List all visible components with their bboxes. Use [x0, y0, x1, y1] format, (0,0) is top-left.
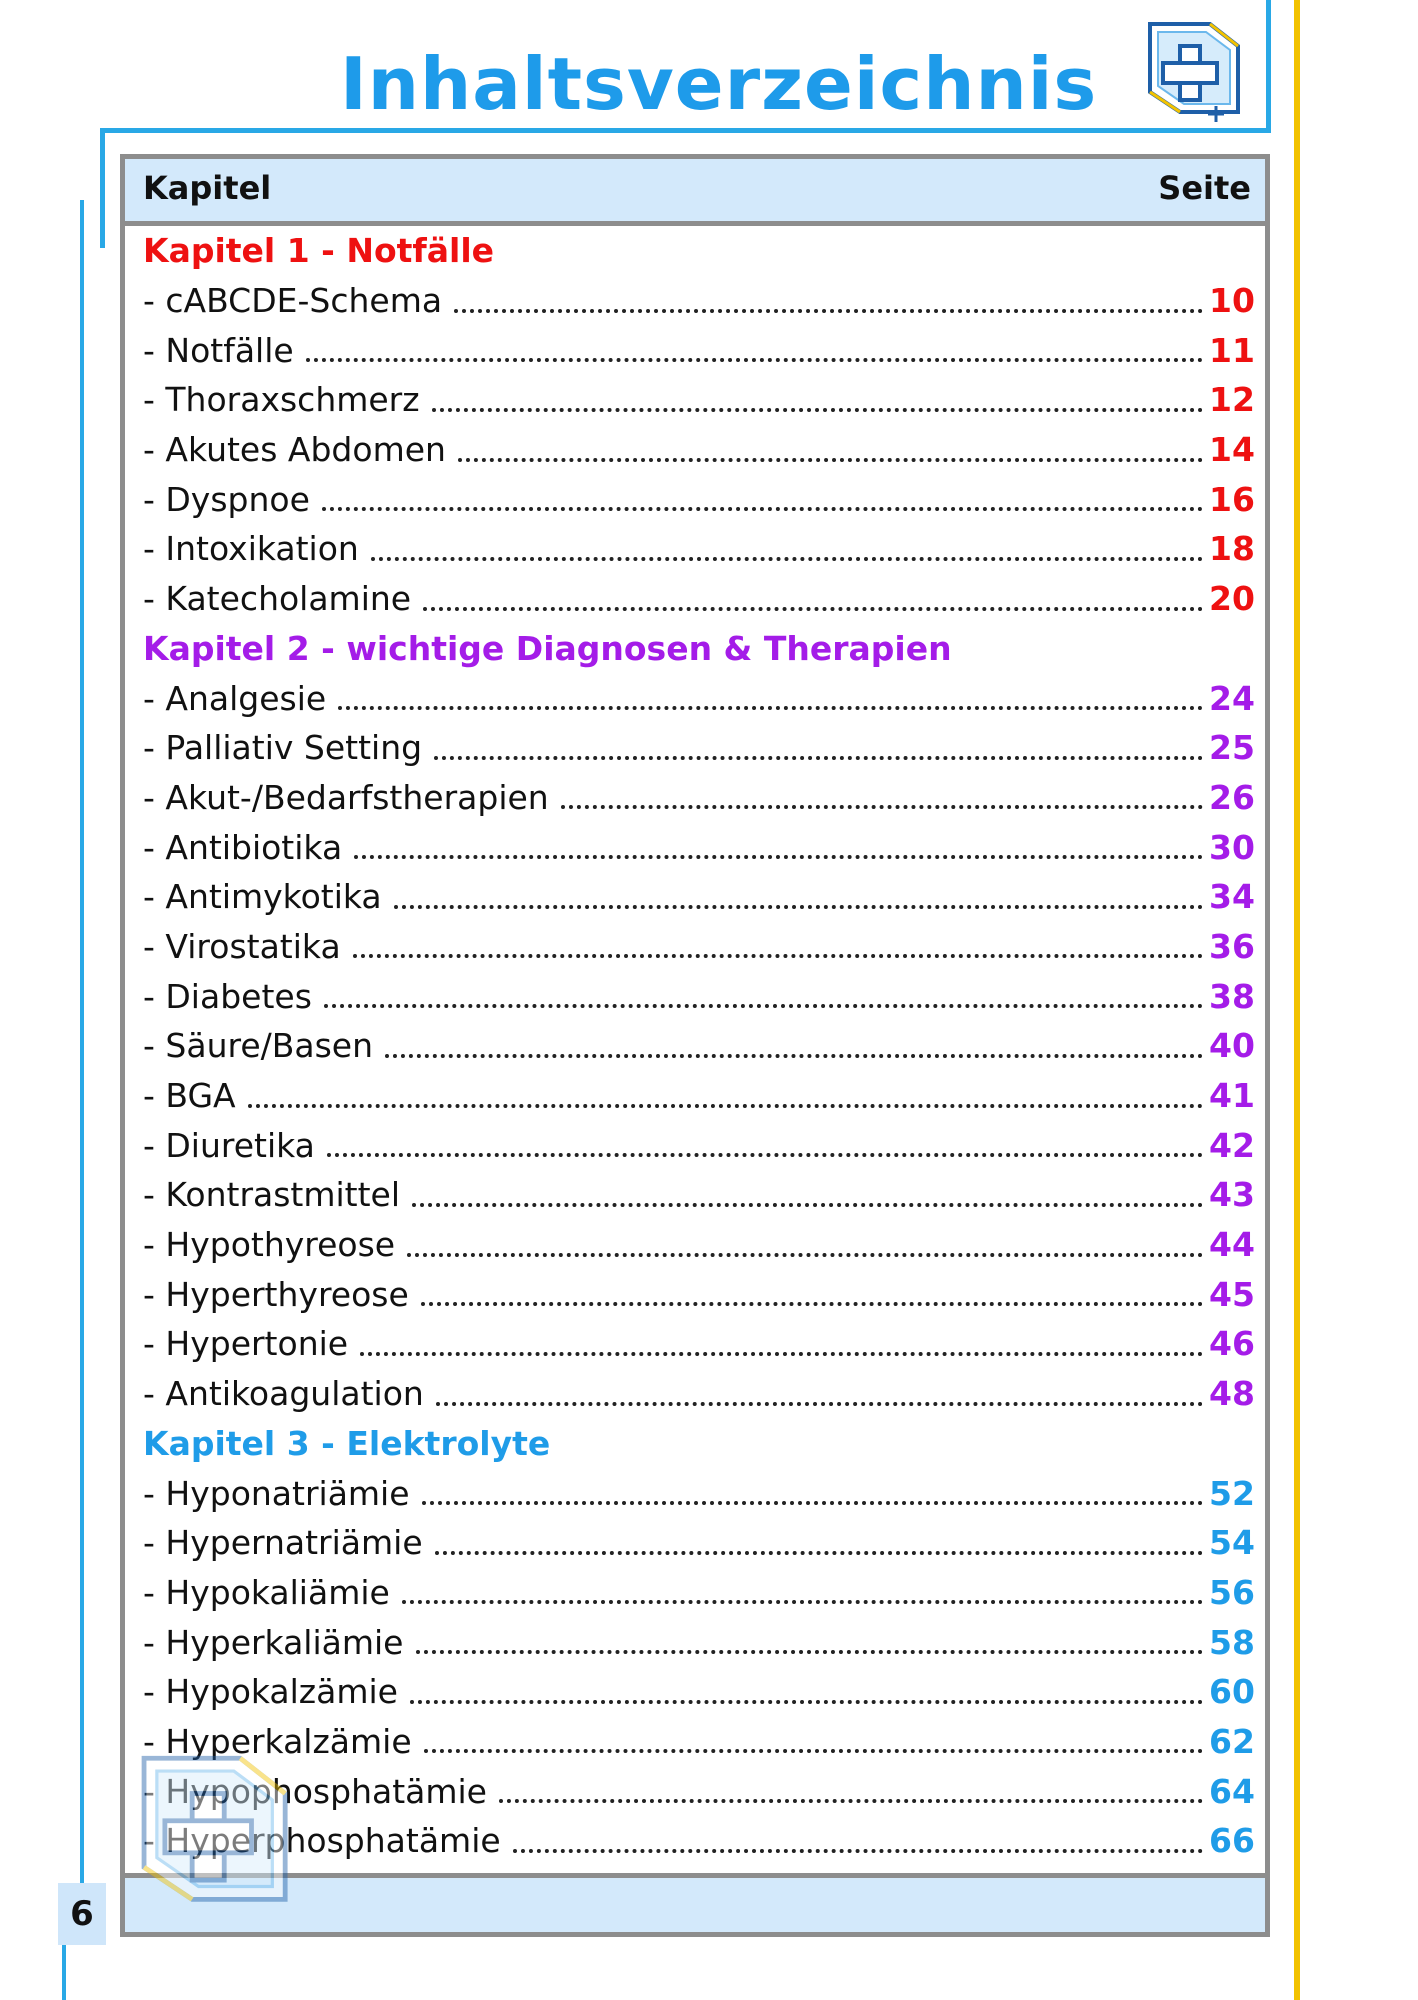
toc-entry-page: 16 [1209, 479, 1255, 519]
dot-leader [306, 358, 1203, 362]
dot-leader [454, 309, 1203, 313]
toc-entry [143, 922, 1253, 972]
dot-leader [353, 954, 1203, 958]
toc-entry-page: 41 [1209, 1076, 1255, 1116]
toc-entry [143, 574, 1253, 624]
toc-entry-label: - Notfälle [143, 330, 294, 370]
toc-header [125, 159, 1265, 226]
dot-leader [499, 1799, 1203, 1803]
toc-entry-label: - BGA [143, 1076, 236, 1116]
toc-entry-page: 52 [1209, 1473, 1255, 1513]
toc-entry [143, 673, 1253, 723]
toc-entry [143, 1319, 1253, 1369]
toc-entry-page: 30 [1209, 827, 1255, 867]
toc-entry-page: 40 [1209, 1026, 1255, 1066]
dot-leader [435, 1551, 1203, 1555]
toc-entry-label: - Kontrastmittel [143, 1175, 401, 1215]
toc-entry [143, 872, 1253, 922]
dot-leader [561, 805, 1203, 809]
toc-entry-label: - Palliativ Setting [143, 728, 423, 768]
toc-entry-page: 64 [1209, 1771, 1255, 1811]
gold-border-right [1294, 0, 1300, 2000]
dot-leader [423, 607, 1203, 611]
toc-entry [143, 1816, 1253, 1866]
toc-entry-label: - Intoxikation [143, 529, 359, 569]
toc-entry-page: 24 [1209, 678, 1255, 718]
toc-entry-page: 56 [1209, 1572, 1255, 1612]
toc-entry-page: 48 [1209, 1374, 1255, 1414]
page-column-header: Seite [1158, 169, 1251, 207]
toc-entry-label: - Diabetes [143, 976, 312, 1016]
chapter-title: Kapitel 2 - wichtige Diagnosen & Therapien [143, 628, 952, 668]
dot-leader [421, 1302, 1203, 1306]
watermark-logo-icon [128, 1742, 298, 1922]
toc-entry-page: 12 [1209, 380, 1255, 420]
toc-entry-label: - Hypokalzämie [143, 1672, 398, 1712]
toc-entry-label: - Analgesie [143, 678, 327, 718]
toc-entry [143, 1617, 1253, 1667]
page-number: 6 [58, 1883, 106, 1945]
toc-entry [143, 1170, 1253, 1220]
toc-entry-page: 36 [1209, 926, 1255, 966]
dot-leader [432, 408, 1203, 412]
dot-leader [327, 1153, 1203, 1157]
dot-leader [324, 1004, 1203, 1008]
toc-entry-label: - Hyperphosphatämie [143, 1821, 501, 1861]
toc-entry-page: 42 [1209, 1125, 1255, 1165]
frame-left-vertical [100, 128, 105, 248]
chapter-heading [143, 624, 1253, 674]
toc-entry-page: 34 [1209, 877, 1255, 917]
toc-entry-label: - Dyspnoe [143, 479, 310, 519]
toc-entry-label: - Akut-/Bedarfstherapien [143, 777, 549, 817]
medical-cross-icon [1140, 16, 1246, 124]
toc-entry [143, 1220, 1253, 1270]
toc-entry-page: 10 [1209, 281, 1255, 321]
toc-entry [143, 822, 1253, 872]
toc-entry [143, 1120, 1253, 1170]
frame-right-vertical [1266, 0, 1271, 132]
toc-entry [143, 276, 1253, 326]
toc-entry [143, 1468, 1253, 1518]
toc-entry [143, 524, 1253, 574]
dot-leader [402, 1600, 1203, 1604]
dot-leader [416, 1650, 1204, 1654]
dot-leader [394, 905, 1203, 909]
toc-entry-page: 46 [1209, 1324, 1255, 1364]
dot-leader [513, 1849, 1203, 1853]
toc-entry [143, 375, 1253, 425]
frame-left-vertical-lower [80, 200, 84, 1880]
toc-entry-label: - Hyperthyreose [143, 1274, 409, 1314]
toc-entry [143, 474, 1253, 524]
dot-leader [338, 706, 1203, 710]
toc-entry [143, 1766, 1253, 1816]
toc-entry-page: 11 [1209, 330, 1255, 370]
dot-leader [434, 756, 1203, 760]
toc-entry [143, 325, 1253, 375]
toc-entry-label: - Hypokaliämie [143, 1572, 390, 1612]
toc-entry [143, 1021, 1253, 1071]
toc-entry [143, 1667, 1253, 1717]
toc-entry [143, 1568, 1253, 1618]
dot-leader [322, 507, 1203, 511]
toc-entry-label: - Akutes Abdomen [143, 430, 446, 470]
dot-leader [360, 1352, 1203, 1356]
toc-entry-page: 14 [1209, 430, 1255, 470]
toc-entry [143, 1717, 1253, 1767]
toc-entry [143, 1269, 1253, 1319]
toc-entry-label: - Hypertonie [143, 1324, 349, 1364]
dot-leader [424, 1749, 1203, 1753]
toc-entry-label: - Hypothyreose [143, 1225, 396, 1265]
toc-entry-page: 25 [1209, 728, 1255, 768]
toc-entry-page: 58 [1209, 1622, 1255, 1662]
dot-leader [410, 1700, 1203, 1704]
dot-leader [422, 1501, 1203, 1505]
toc-entry-page: 26 [1209, 777, 1255, 817]
dot-leader [436, 1402, 1203, 1406]
toc-entry-label: - Hypophosphatämie [143, 1771, 487, 1811]
dot-leader [385, 1054, 1203, 1058]
toc-entry-label: - Antimykotika [143, 877, 382, 917]
toc-entry-page: 44 [1209, 1225, 1255, 1265]
toc-entry-page: 20 [1209, 579, 1255, 619]
toc-table [120, 154, 1270, 1937]
toc-entry [143, 1369, 1253, 1419]
toc-entry [143, 425, 1253, 475]
toc-entry-page: 38 [1209, 976, 1255, 1016]
chapter-column-header: Kapitel [143, 169, 272, 207]
toc-entry-label: - Hyponatriämie [143, 1473, 410, 1513]
toc-entry-label: - Thoraxschmerz [143, 380, 420, 420]
toc-entry-label: - Antibiotika [143, 827, 343, 867]
toc-entry [143, 1518, 1253, 1568]
toc-entry-label: - Virostatika [143, 926, 341, 966]
toc-entry-label: - Katecholamine [143, 579, 412, 619]
dot-leader [407, 1253, 1203, 1257]
toc-list [143, 226, 1253, 1866]
toc-entry-label: - Hyperkalzämie [143, 1721, 412, 1761]
chapter-heading [143, 1419, 1253, 1469]
toc-entry-label: - Diuretika [143, 1125, 315, 1165]
toc-entry-label: - Hyperkaliämie [143, 1622, 404, 1662]
toc-entry-page: 66 [1209, 1821, 1255, 1861]
toc-entry [143, 971, 1253, 1021]
chapter-heading [143, 226, 1253, 276]
toc-entry-page: 45 [1209, 1274, 1255, 1314]
toc-entry [143, 773, 1253, 823]
chapter-title: Kapitel 3 - Elektrolyte [143, 1423, 551, 1463]
toc-entry-page: 60 [1209, 1672, 1255, 1712]
toc-entry [143, 1071, 1253, 1121]
dot-leader [354, 855, 1203, 859]
toc-entry-page: 18 [1209, 529, 1255, 569]
toc-entry-label: - Antikoagulation [143, 1374, 424, 1414]
toc-entry-label: - Hypernatriämie [143, 1523, 423, 1563]
page-title: Inhaltsverzeichnis [340, 42, 1098, 126]
toc-entry-label: - Säure/Basen [143, 1026, 374, 1066]
toc-entry-page: 43 [1209, 1175, 1255, 1215]
dot-leader [458, 458, 1203, 462]
toc-entry-label: - cABCDE-Schema [143, 281, 443, 321]
toc-entry-page: 62 [1209, 1721, 1255, 1761]
toc-entry [143, 723, 1253, 773]
dot-leader [412, 1203, 1203, 1207]
dot-leader [371, 557, 1203, 561]
toc-entry-page: 54 [1209, 1523, 1255, 1563]
chapter-title: Kapitel 1 - Notfälle [143, 231, 495, 271]
dot-leader [248, 1104, 1203, 1108]
